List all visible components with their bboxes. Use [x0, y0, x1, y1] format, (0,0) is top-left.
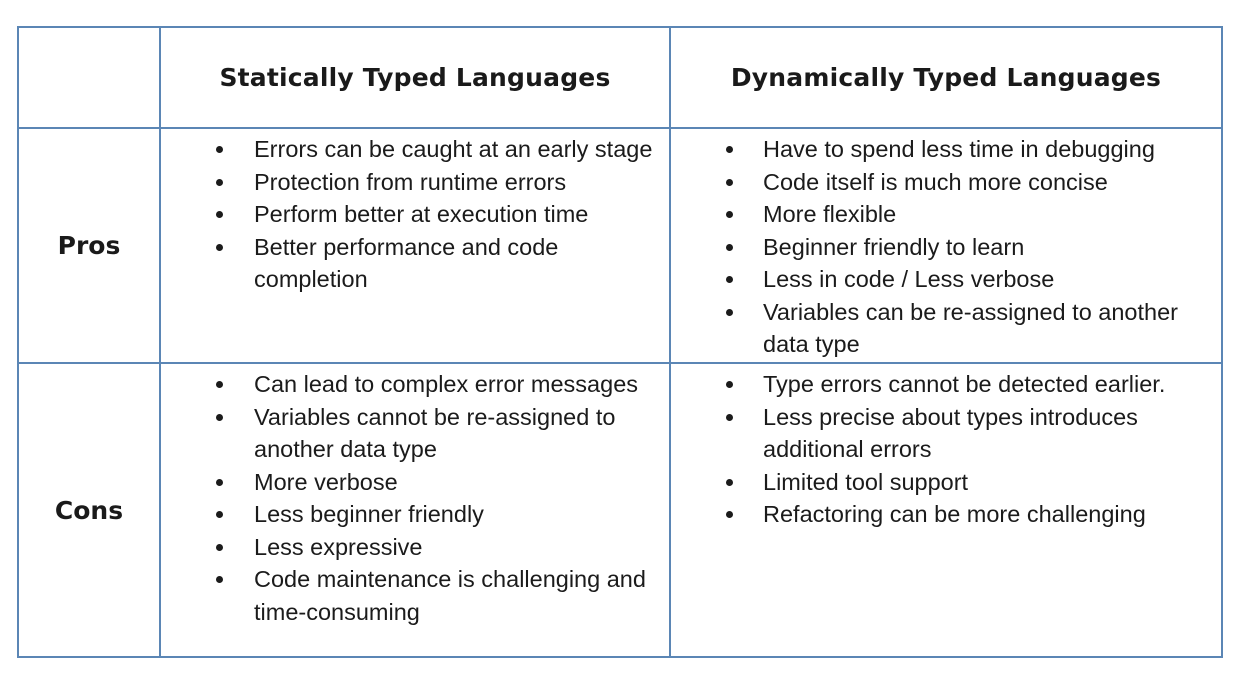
list-item-text: Have to spend less time in debugging: [763, 136, 1155, 163]
bullet-list: [161, 129, 669, 296]
list-item-text: Beginner friendly to learn: [763, 233, 1025, 260]
list-item-text: Can lead to complex error messages: [254, 371, 639, 398]
bullet-icon: [216, 576, 223, 583]
list-item: [161, 133, 661, 166]
list-item-text: Better performance and code completion: [254, 233, 559, 293]
bullet-list: [161, 364, 669, 628]
pros-row: [18, 128, 1222, 363]
list-item: [671, 133, 1213, 166]
list-item-text: Perform better at execution time: [254, 201, 589, 228]
bullet-icon: [726, 511, 733, 518]
list-item: [161, 401, 661, 466]
bullet-icon: [216, 479, 223, 486]
list-item: [671, 401, 1213, 466]
list-item: [671, 368, 1213, 401]
bullet-icon: [216, 511, 223, 518]
list-item: [671, 296, 1213, 361]
list-item: [161, 466, 661, 499]
bullet-icon: [216, 179, 223, 186]
bullet-icon: [726, 211, 733, 218]
list-item: [671, 166, 1213, 199]
list-item: [161, 368, 661, 401]
list-item-text: Errors can be caught at an early stage: [254, 136, 653, 163]
bullet-list: [671, 129, 1221, 361]
list-item-text: Code maintenance is challenging and time-consuming: [254, 566, 646, 625]
pros-dynamic-cell: [670, 128, 1222, 363]
bullet-icon: [216, 381, 223, 388]
list-item: [161, 531, 661, 564]
bullet-icon: [216, 211, 223, 218]
list-item-text: Refactoring can be more challenging: [763, 501, 1146, 528]
list-item-text: Limited tool support: [763, 468, 969, 495]
list-item-text: Type errors cannot be detected earlier.: [763, 371, 1166, 398]
bullet-icon: [726, 479, 733, 486]
bullet-icon: [216, 414, 223, 421]
list-item-text: More verbose: [254, 468, 398, 495]
bullet-icon: [216, 146, 223, 153]
row-label-pros: Pros: [18, 128, 160, 363]
list-item-text: Variables can be re-assigned to another data type: [763, 298, 1178, 358]
bullet-icon: [726, 146, 733, 153]
list-item: [671, 466, 1213, 499]
cons-row: [18, 363, 1222, 657]
list-item: [671, 231, 1213, 264]
corner-cell: [18, 27, 160, 128]
cons-dynamic-cell: [670, 363, 1222, 657]
list-item: [161, 166, 661, 199]
list-item: [671, 498, 1213, 531]
list-item-text: Code itself is much more concise: [763, 168, 1108, 195]
row-label-cons: Cons: [18, 363, 160, 657]
list-item: [161, 498, 661, 531]
list-item-text: Less expressive: [254, 533, 423, 560]
bullet-icon: [216, 544, 223, 551]
comparison-table: [17, 26, 1223, 658]
list-item: [671, 263, 1213, 296]
header-row: [18, 27, 1222, 128]
list-item-text: More flexible: [763, 201, 897, 228]
column-header-dynamic: Dynamically Typed Languages: [670, 27, 1222, 128]
bullet-icon: [726, 309, 733, 316]
list-item-text: Less in code / Less verbose: [763, 266, 1055, 293]
bullet-icon: [726, 414, 733, 421]
bullet-list: [671, 364, 1221, 531]
bullet-icon: [726, 381, 733, 388]
bullet-icon: [726, 179, 733, 186]
list-item-text: Variables cannot be re-assigned to another data type: [254, 403, 616, 463]
list-item: [161, 198, 661, 231]
bullet-icon: [216, 244, 223, 251]
list-item: [161, 563, 661, 628]
column-header-static: Statically Typed Languages: [160, 27, 670, 128]
list-item-text: Protection from runtime errors: [254, 168, 567, 195]
list-item: [161, 231, 661, 296]
bullet-icon: [726, 244, 733, 251]
list-item-text: Less precise about types introduces additional errors: [763, 403, 1138, 463]
pros-static-cell: [160, 128, 670, 363]
bullet-icon: [726, 276, 733, 283]
cons-static-cell: [160, 363, 670, 657]
list-item: [671, 198, 1213, 231]
list-item-text: Less beginner friendly: [254, 501, 484, 528]
